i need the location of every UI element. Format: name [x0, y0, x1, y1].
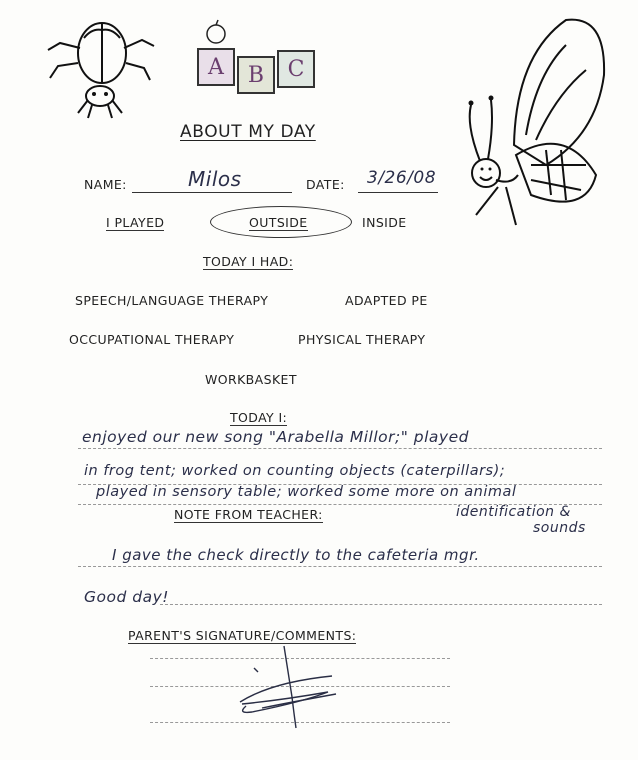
date-value: 3/26/08	[367, 168, 437, 188]
apple-icon	[202, 18, 230, 46]
beetle-illustration	[40, 8, 160, 123]
note-label: NOTE FROM TEACHER:	[174, 507, 323, 522]
workbasket: WORKBASKET	[205, 372, 297, 387]
today-had-label: TODAY I HAD:	[203, 254, 294, 269]
date-line	[358, 192, 438, 193]
block-c-letter: C	[287, 56, 305, 82]
today-i-line-2: in frog tent; worked on counting objects (caterpillars);	[84, 463, 506, 479]
block-b	[237, 56, 275, 94]
block-a	[197, 48, 235, 86]
rule-1	[78, 448, 602, 449]
name-value: Milos	[188, 167, 242, 191]
parent-signature	[232, 642, 352, 732]
rule-5	[160, 604, 602, 605]
today-i-line-4: identification &	[456, 504, 571, 520]
block-b-letter: B	[247, 62, 265, 88]
physical-therapy: PHYSICAL THERAPY	[298, 332, 426, 347]
block-a-letter: A	[208, 54, 224, 80]
butterfly-illustration	[436, 15, 618, 240]
page-title: ABOUT MY DAY	[180, 122, 316, 142]
adapted-pe: ADAPTED PE	[345, 293, 428, 308]
inside-label: INSIDE	[362, 215, 407, 230]
name-line	[132, 192, 292, 193]
rule-4	[78, 566, 602, 567]
date-label: DATE:	[306, 177, 345, 192]
note-line-2: Good day!	[84, 588, 169, 606]
played-label: I PLAYED	[106, 215, 165, 230]
block-c	[277, 50, 315, 88]
today-i-line-5: sounds	[533, 520, 586, 536]
today-i-label: TODAY I:	[230, 410, 288, 425]
today-i-line-1: enjoyed our new song "Arabella Millor;" played	[82, 428, 469, 446]
occupational-therapy: OCCUPATIONAL THERAPY	[69, 332, 235, 347]
parent-signature-label: PARENT'S SIGNATURE/COMMENTS:	[128, 628, 357, 643]
today-i-line-3: played in sensory table; worked some more on animal	[96, 484, 517, 500]
abc-blocks	[192, 18, 324, 90]
name-label: NAME:	[84, 177, 127, 192]
speech-therapy: SPEECH/LANGUAGE THERAPY	[75, 293, 269, 308]
outside-label: OUTSIDE	[249, 215, 308, 230]
note-line-1: I gave the check directly to the cafeteria mgr.	[112, 546, 480, 564]
